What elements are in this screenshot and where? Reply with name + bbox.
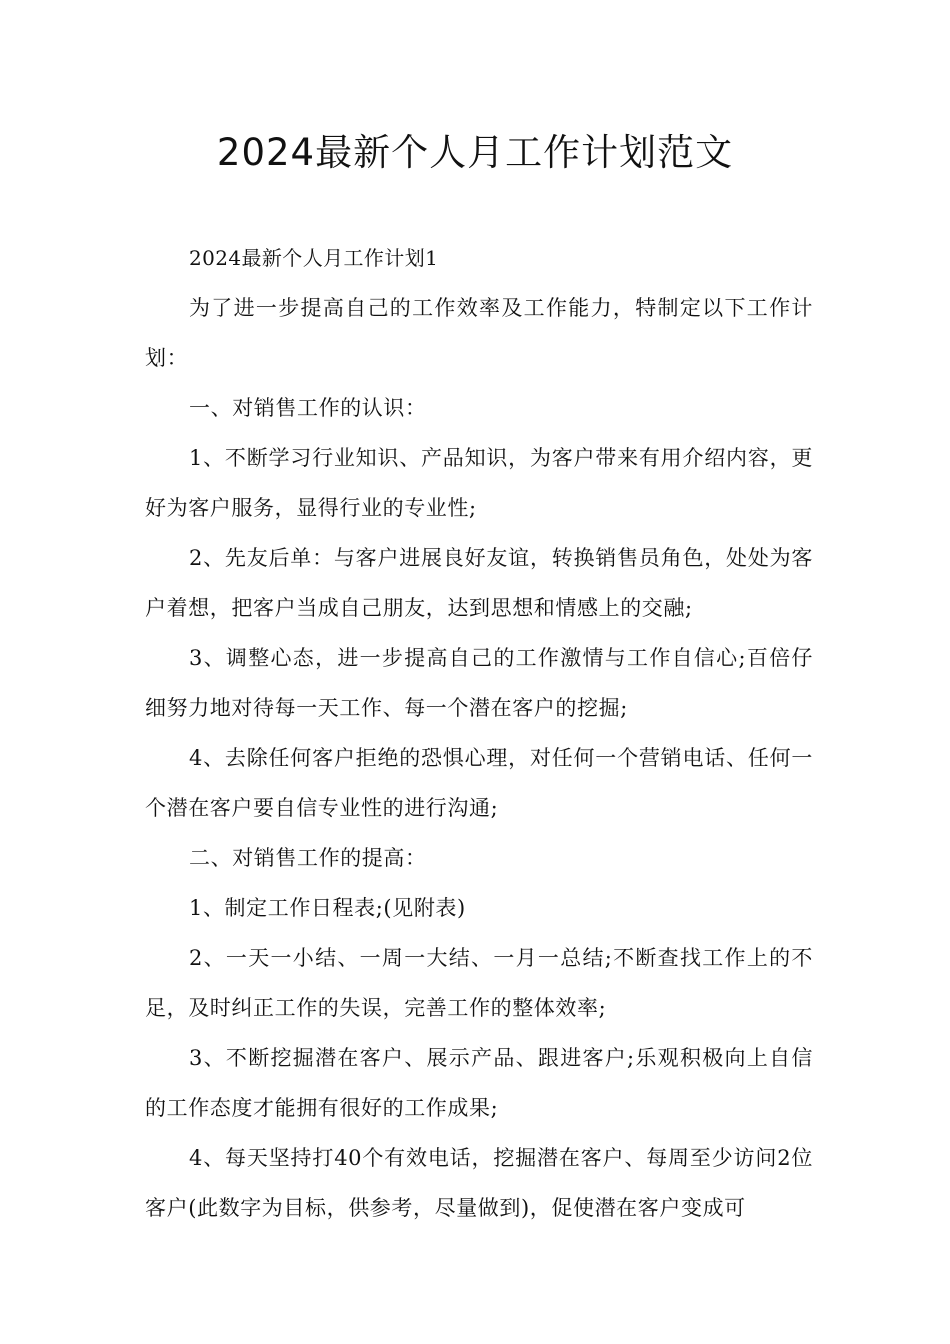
paragraph-item: 2、先友后单：与客户进展良好友谊，转换销售员角色，处处为客户着想，把客户当成自己朋友，达到思想和情感上的交融; bbox=[145, 546, 813, 620]
document-body bbox=[145, 233, 813, 1233]
paragraph-item: 3、不断挖掘潜在客户、展示产品、跟进客户;乐观积极向上自信的工作态度才能拥有很好的工作成果; bbox=[145, 1046, 813, 1120]
paragraph-item: 1、制定工作日程表;(见附表) bbox=[189, 896, 466, 920]
paragraph-intro: 为了进一步提高自己的工作效率及工作能力，特制定以下工作计划： bbox=[145, 296, 813, 370]
paragraph-item: 1、不断学习行业知识、产品知识，为客户带来有用介绍内容，更好为客户服务，显得行业的专业性; bbox=[145, 446, 813, 520]
section-heading-1: 一、对销售工作的认识： bbox=[189, 396, 427, 420]
paragraph-item: 4、去除任何客户拒绝的恐惧心理，对任何一个营销电话、任何一个潜在客户要自信专业性的进行沟通; bbox=[145, 746, 813, 820]
document-title: 2024最新个人月工作计划范文 bbox=[216, 131, 734, 174]
paragraph-item: 4、每天坚持打40个有效电话，挖掘潜在客户、每周至少访问2位客户(此数字为目标，供参考，尽量做到)，促使潜在客户变成可 bbox=[145, 1146, 813, 1220]
section-heading: 2024最新个人月工作计划1 bbox=[189, 246, 439, 270]
paragraph-item: 3、调整心态，进一步提高自己的工作激情与工作自信心;百倍仔细努力地对待每一天工作、每一个潜在客户的挖掘; bbox=[145, 646, 813, 720]
paragraph-item: 2、一天一小结、一周一大结、一月一总结;不断查找工作上的不足，及时纠正工作的失误，完善工作的整体效率; bbox=[145, 946, 813, 1020]
section-heading-2: 二、对销售工作的提高： bbox=[189, 846, 427, 870]
